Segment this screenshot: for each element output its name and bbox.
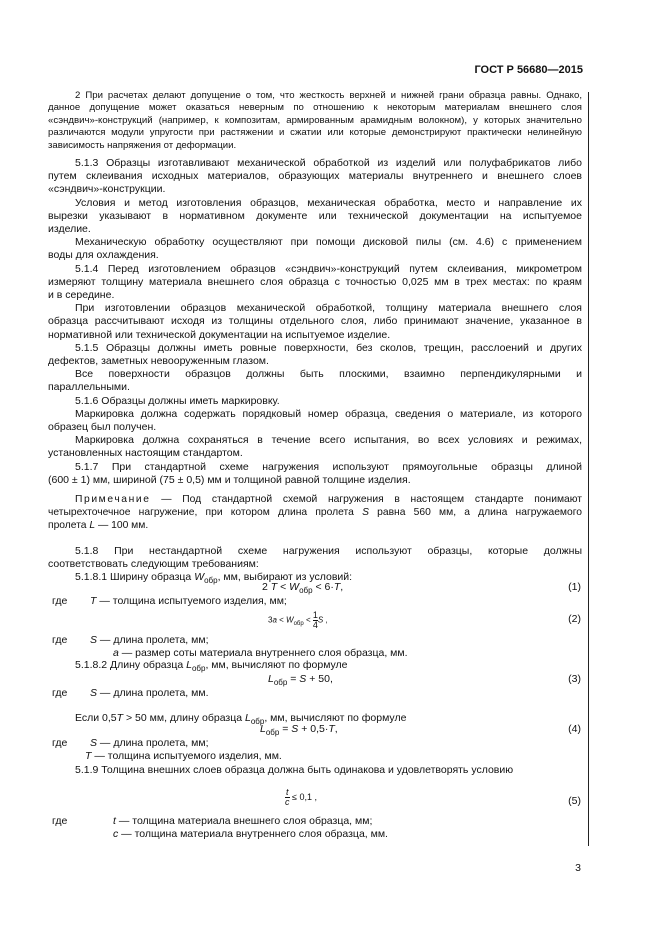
definition-text: — длина пролета, мм. <box>97 687 209 699</box>
formula-number-3: (3) <box>568 673 581 685</box>
subscript: обр <box>204 576 218 586</box>
formula-3 <box>268 673 333 689</box>
note-text: — 100 мм. <box>95 520 149 532</box>
formula-2 <box>268 611 328 631</box>
note-text: четырехточечное нагружение, при котором длина пролета <box>48 507 363 519</box>
formula-4 <box>260 723 338 739</box>
formula-text: < <box>277 581 290 593</box>
subscript: обр <box>299 586 313 596</box>
variable-l: L <box>89 520 96 532</box>
formula-5 <box>285 788 317 807</box>
formula-text: = <box>279 723 292 735</box>
note-2-line: 2 При расчетах делают допущение о том, что жесткость верхней и нижней грани образца равны. Однако, <box>75 90 582 101</box>
fraction-numerator: t <box>285 787 289 797</box>
paragraph-line: Механическую обработку осуществляют при помощи дисковой пилы (см. 4.6) с применением <box>75 236 582 249</box>
variable-t: t <box>113 815 116 827</box>
subscript: обр <box>265 728 280 738</box>
formula-text: , <box>323 615 328 625</box>
text: > 50 мм, длину образца <box>123 712 245 724</box>
note-label: Примечание <box>75 494 151 505</box>
formula-text: < <box>276 615 287 625</box>
variable-s: S <box>90 634 98 646</box>
paragraph-line: При изготовлении образцов механической обработкой, толщину материала внешнего слоя <box>75 302 582 315</box>
paragraph-line: Условия и метод изготовления образцов, механическая обработка, место и направление их <box>75 196 582 209</box>
definition-text: — толщина материала внешнего слоя образца, мм; <box>115 815 373 827</box>
note-2-line: зависимость напряжения от деформации. <box>48 139 237 151</box>
fraction-denominator: c <box>285 797 290 807</box>
formula-text: = <box>287 673 300 685</box>
where-label: где <box>52 737 68 749</box>
variable-l: L <box>268 673 274 685</box>
variable-t: T <box>333 581 341 593</box>
subscript: обр <box>293 621 304 628</box>
text: , мм, выбирают из условий: <box>217 571 353 584</box>
formula-text: < <box>303 615 313 625</box>
variable-s: S <box>291 723 299 735</box>
paragraph-5-1-9: 5.1.9 Толщина внешних слоев образца должна быть одинакова и удовлетворять условию <box>75 764 514 776</box>
variable-t: T <box>90 595 97 607</box>
definition-text: — размер соты материала внутреннего слоя образца, мм. <box>118 647 408 659</box>
paragraph-5-1-8-line: 5.1.8 При нестандартной схеме нагружения используют образцы, которые должны <box>75 545 582 557</box>
note-line <box>48 519 582 532</box>
formula-text: ≤ 0,1 , <box>289 791 317 802</box>
note-line <box>48 493 582 506</box>
variable-t: T <box>328 723 335 735</box>
definition-text: — толщина испытуемого изделия, мм; <box>96 595 287 607</box>
variable-a: a <box>272 615 277 625</box>
formula-number-2: (2) <box>568 613 581 625</box>
fraction-denominator: 4 <box>312 620 318 630</box>
note-text: равна 560 мм, а длина нагружаемого <box>368 507 582 519</box>
variable-w: W <box>286 615 294 625</box>
note-line <box>48 506 582 519</box>
where-label: где <box>52 687 68 699</box>
subscript: обр <box>191 664 206 674</box>
definition-t-outer <box>113 815 372 828</box>
paragraph-5-1-3-line: «сэндвич»-конструкции. <box>48 183 166 196</box>
variable-s: S <box>90 737 98 749</box>
paragraph-line: образец был получен. <box>48 421 157 434</box>
paragraph-5-1-7-line: 5.1.7 При стандартной схеме нагружения используют прямоугольные образцы длиной <box>75 460 582 473</box>
paragraph-line: Маркировка должна сохраняться в течение всего испытания, во всех условиях и режимах, <box>75 434 582 447</box>
paragraph-line: установленных настоящим стандартом. <box>48 447 243 460</box>
paragraph-5-1-4-line: измеряют толщину материала внешнего слоя образца с точностью 0,025 мм в трех местах: по краям <box>48 275 582 288</box>
definition-t <box>85 750 282 763</box>
note-text: — Под стандартной схемой нагружения в настоящем стандарте понимают <box>150 494 582 505</box>
formula-number-1: (1) <box>568 581 581 593</box>
paragraph-line: параллельными. <box>48 381 130 394</box>
definition-s <box>90 737 209 750</box>
note-2 <box>48 90 582 152</box>
formula-text: , <box>340 581 344 593</box>
definition-text: — толщина испытуемого изделия, мм. <box>91 750 282 762</box>
body-text <box>48 157 582 487</box>
paragraph-5-1-3-line: путем склеивания исходных материалов, образующих материалы внутреннего и внешнего слоев <box>48 170 582 183</box>
subscript: обр <box>273 678 288 688</box>
paragraph-line: Все поверхности образцов должны быть плоскими, взаимно перпендикулярными и <box>75 368 582 381</box>
where-label: где <box>52 595 68 607</box>
paragraph-5-1-7-line: (600 ± 1) мм, шириной (75 ± 0,5) мм и толщиной равной толщине изделия. <box>48 473 411 486</box>
variable-s: S <box>317 615 324 625</box>
variable-l: L <box>260 723 266 735</box>
variable-s: S <box>362 507 369 519</box>
text: 5.1.8.1 Ширину образца <box>75 571 195 584</box>
note-2-line: данное допущение может оказаться неверным по отношению к некоторым материалам внешнего слоя <box>48 102 582 114</box>
paragraph-5-1-4-line: 5.1.4 Перед изготовлением образцов «сэндвич»-конструкций путем склеивания, микрометром <box>75 262 582 275</box>
note-2-line: различаются модули упругости при растяжении и сжатии или которые демонстрируют практически нелинейную <box>48 127 582 139</box>
formula-text: 3 <box>268 615 273 625</box>
page-margin-rule <box>588 92 589 846</box>
formula-text: + 50, <box>306 673 333 685</box>
paragraph-5-1-3-line: 5.1.3 Образцы изготавливают механической обработкой из изделий или полуфабрикатов либо <box>75 157 582 169</box>
subscript: обр <box>250 717 265 727</box>
paragraph-line: воды для охлаждения. <box>48 249 159 262</box>
variable-a: a <box>113 647 119 659</box>
paragraph-line: вырезки указывают в нормативном документе или технической документации на испытуемое <box>48 209 582 222</box>
where-label: где <box>52 815 68 827</box>
formula-number-5: (5) <box>568 795 581 807</box>
fraction-numerator: 1 <box>312 610 318 620</box>
paragraph-5-1-5-line: 5.1.5 Образцы должны иметь ровные поверхности, без сколов, трещин, расслоений и других <box>75 341 582 354</box>
formula-text: + 0,5· <box>298 723 329 735</box>
paragraph-line: Маркировка должна содержать порядковый номер образца, сведения о материале, из которого <box>75 407 582 420</box>
page-number: 3 <box>575 862 581 874</box>
formula-number-4: (4) <box>568 723 581 735</box>
formula-text: , <box>334 723 338 735</box>
document-id-header: ГОСТ Р 56680—2015 <box>474 64 583 76</box>
paragraph-5-1-4-line: и в середине. <box>48 289 115 302</box>
where-label: где <box>52 634 68 646</box>
variable-w: W <box>289 581 300 593</box>
paragraph-5-1-5-line: дефектов, заметных невооруженным глазом. <box>48 355 269 368</box>
paragraph-line: образца рассчитывают исходя из толщины отдельного слоя, либо принимают значение, указанное в <box>48 315 582 328</box>
text: , мм, вычисляют по формуле <box>264 712 407 724</box>
note-standard-loading <box>48 493 582 533</box>
variable-l: L <box>186 659 192 671</box>
paragraph-5-1-8-line: соответствовать следующим требованиям: <box>48 558 259 571</box>
formula-text: < 6· <box>312 581 334 593</box>
formula-text: 2 <box>262 581 271 593</box>
variable-c: c <box>113 828 119 840</box>
definition-s <box>90 634 209 647</box>
note-2-line: «сэндвич»-конструкций (например, к композитам, армированным арамидным волокном), у которых значительно <box>48 114 582 126</box>
paragraph-5-1-6-line: 5.1.6 Образцы должны иметь маркировку. <box>75 394 280 407</box>
text: 5.1.8.2 Длину образца <box>75 659 187 671</box>
text: , мм, вычисляют по формуле <box>205 659 348 671</box>
note-text: пролета <box>48 520 90 532</box>
definition-s <box>90 687 209 700</box>
variable-t: T <box>85 750 92 762</box>
definition-text: — длина пролета, мм; <box>97 634 209 646</box>
variable-s: S <box>299 673 307 685</box>
variable-w: W <box>194 571 205 584</box>
definition-text: — длина пролета, мм; <box>97 737 209 749</box>
variable-s: S <box>90 687 98 699</box>
definition-text: — толщина материала внутреннего слоя образца, мм. <box>118 828 388 840</box>
definition-c-inner <box>113 828 388 841</box>
variable-t: T <box>116 712 124 724</box>
text: Если 0,5 <box>75 712 117 724</box>
variable-l: L <box>245 712 251 724</box>
variable-t: T <box>270 581 278 593</box>
paragraph-line: нормативной или технической документации на испытуемое изделие. <box>48 328 391 341</box>
definition-t <box>90 595 287 608</box>
paragraph-line: изделие. <box>48 223 91 236</box>
